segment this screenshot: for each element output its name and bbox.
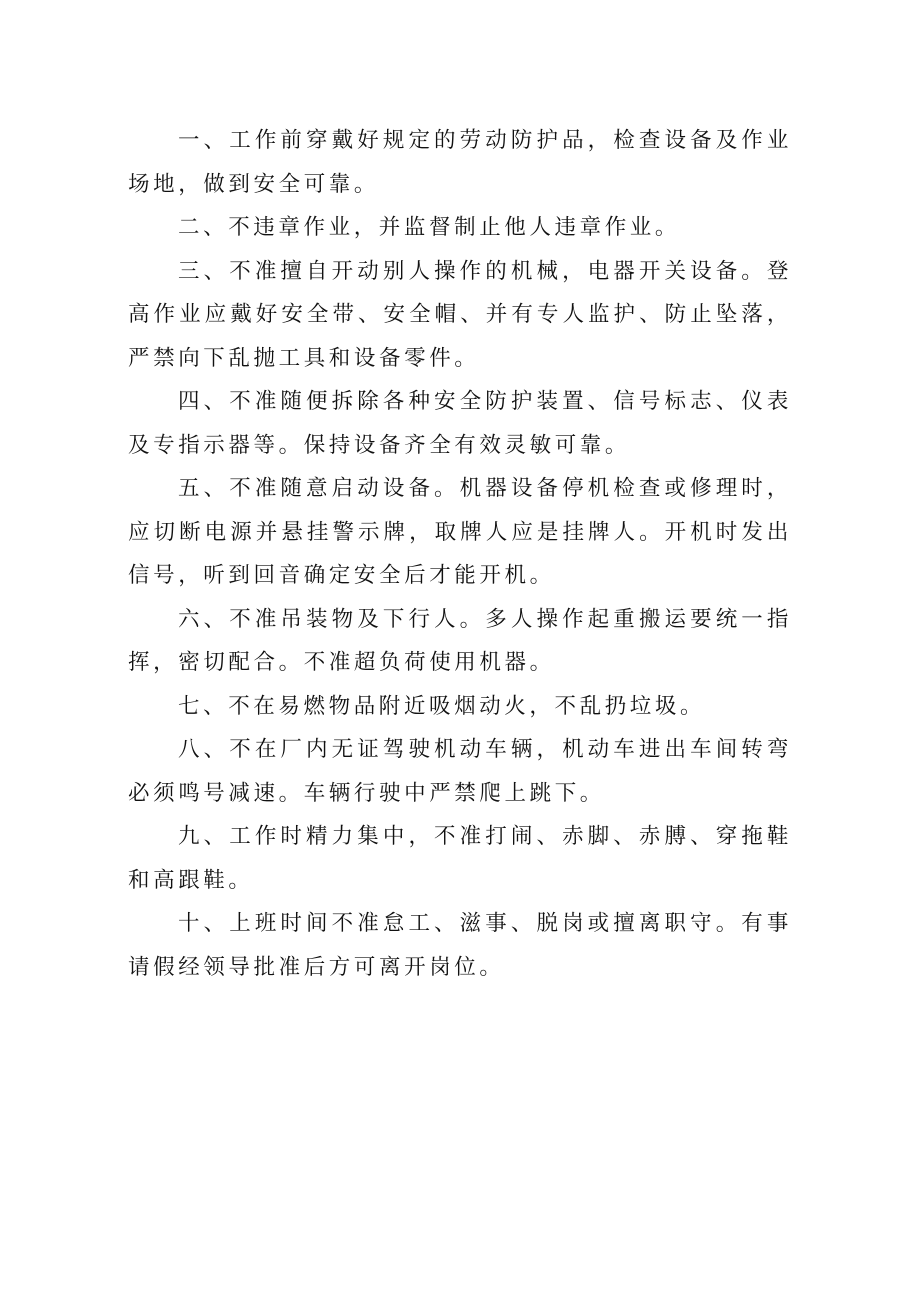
rule-7: 七、不在易燃物品附近吸烟动火，不乱扔垃圾。: [178, 693, 706, 719]
rule-1: 一、工作前穿戴好规定的劳动防护品，检查设备及作业场地，做到安全可靠。: [128, 128, 792, 197]
rule-10: 十、上班时间不准怠工、滋事、脱岗或擅离职守。有事请假经领导批准后方可离开岗位。: [128, 911, 792, 980]
rule-8: 八、不在厂内无证驾驶机动车辆，机动车进出车间转弯必须鸣号减速。车辆行驶中严禁爬上跳下。: [128, 737, 792, 806]
rule-9: 九、工作时精力集中，不准打闹、赤脚、赤膊、穿拖鞋和高跟鞋。: [128, 824, 792, 893]
rule-2: 二、不违章作业，并监督制止他人违章作业。: [178, 215, 681, 240]
rule-5: 五、不准随意启动设备。机器设备停机检查或修理时，应切断电源并悬挂警示牌，取牌人应是挂牌人。开机时发出信号，听到回音确定安全后才能开机。: [128, 476, 792, 588]
rules-list: [128, 119, 792, 989]
rule-6: 六、不准吊装物及下行人。多人操作起重搬运要统一指挥，密切配合。不准超负荷使用机器。: [128, 606, 792, 675]
rule-3: 三、不准擅自开动别人操作的机械，电器开关设备。登高作业应戴好安全带、安全帽、并有专人监护、防止坠落，严禁向下乱抛工具和设备零件。: [128, 258, 792, 371]
rule-4: 四、不准随便拆除各种安全防护装置、信号标志、仪表及专指示器等。保持设备齐全有效灵敏可靠。: [128, 389, 792, 458]
